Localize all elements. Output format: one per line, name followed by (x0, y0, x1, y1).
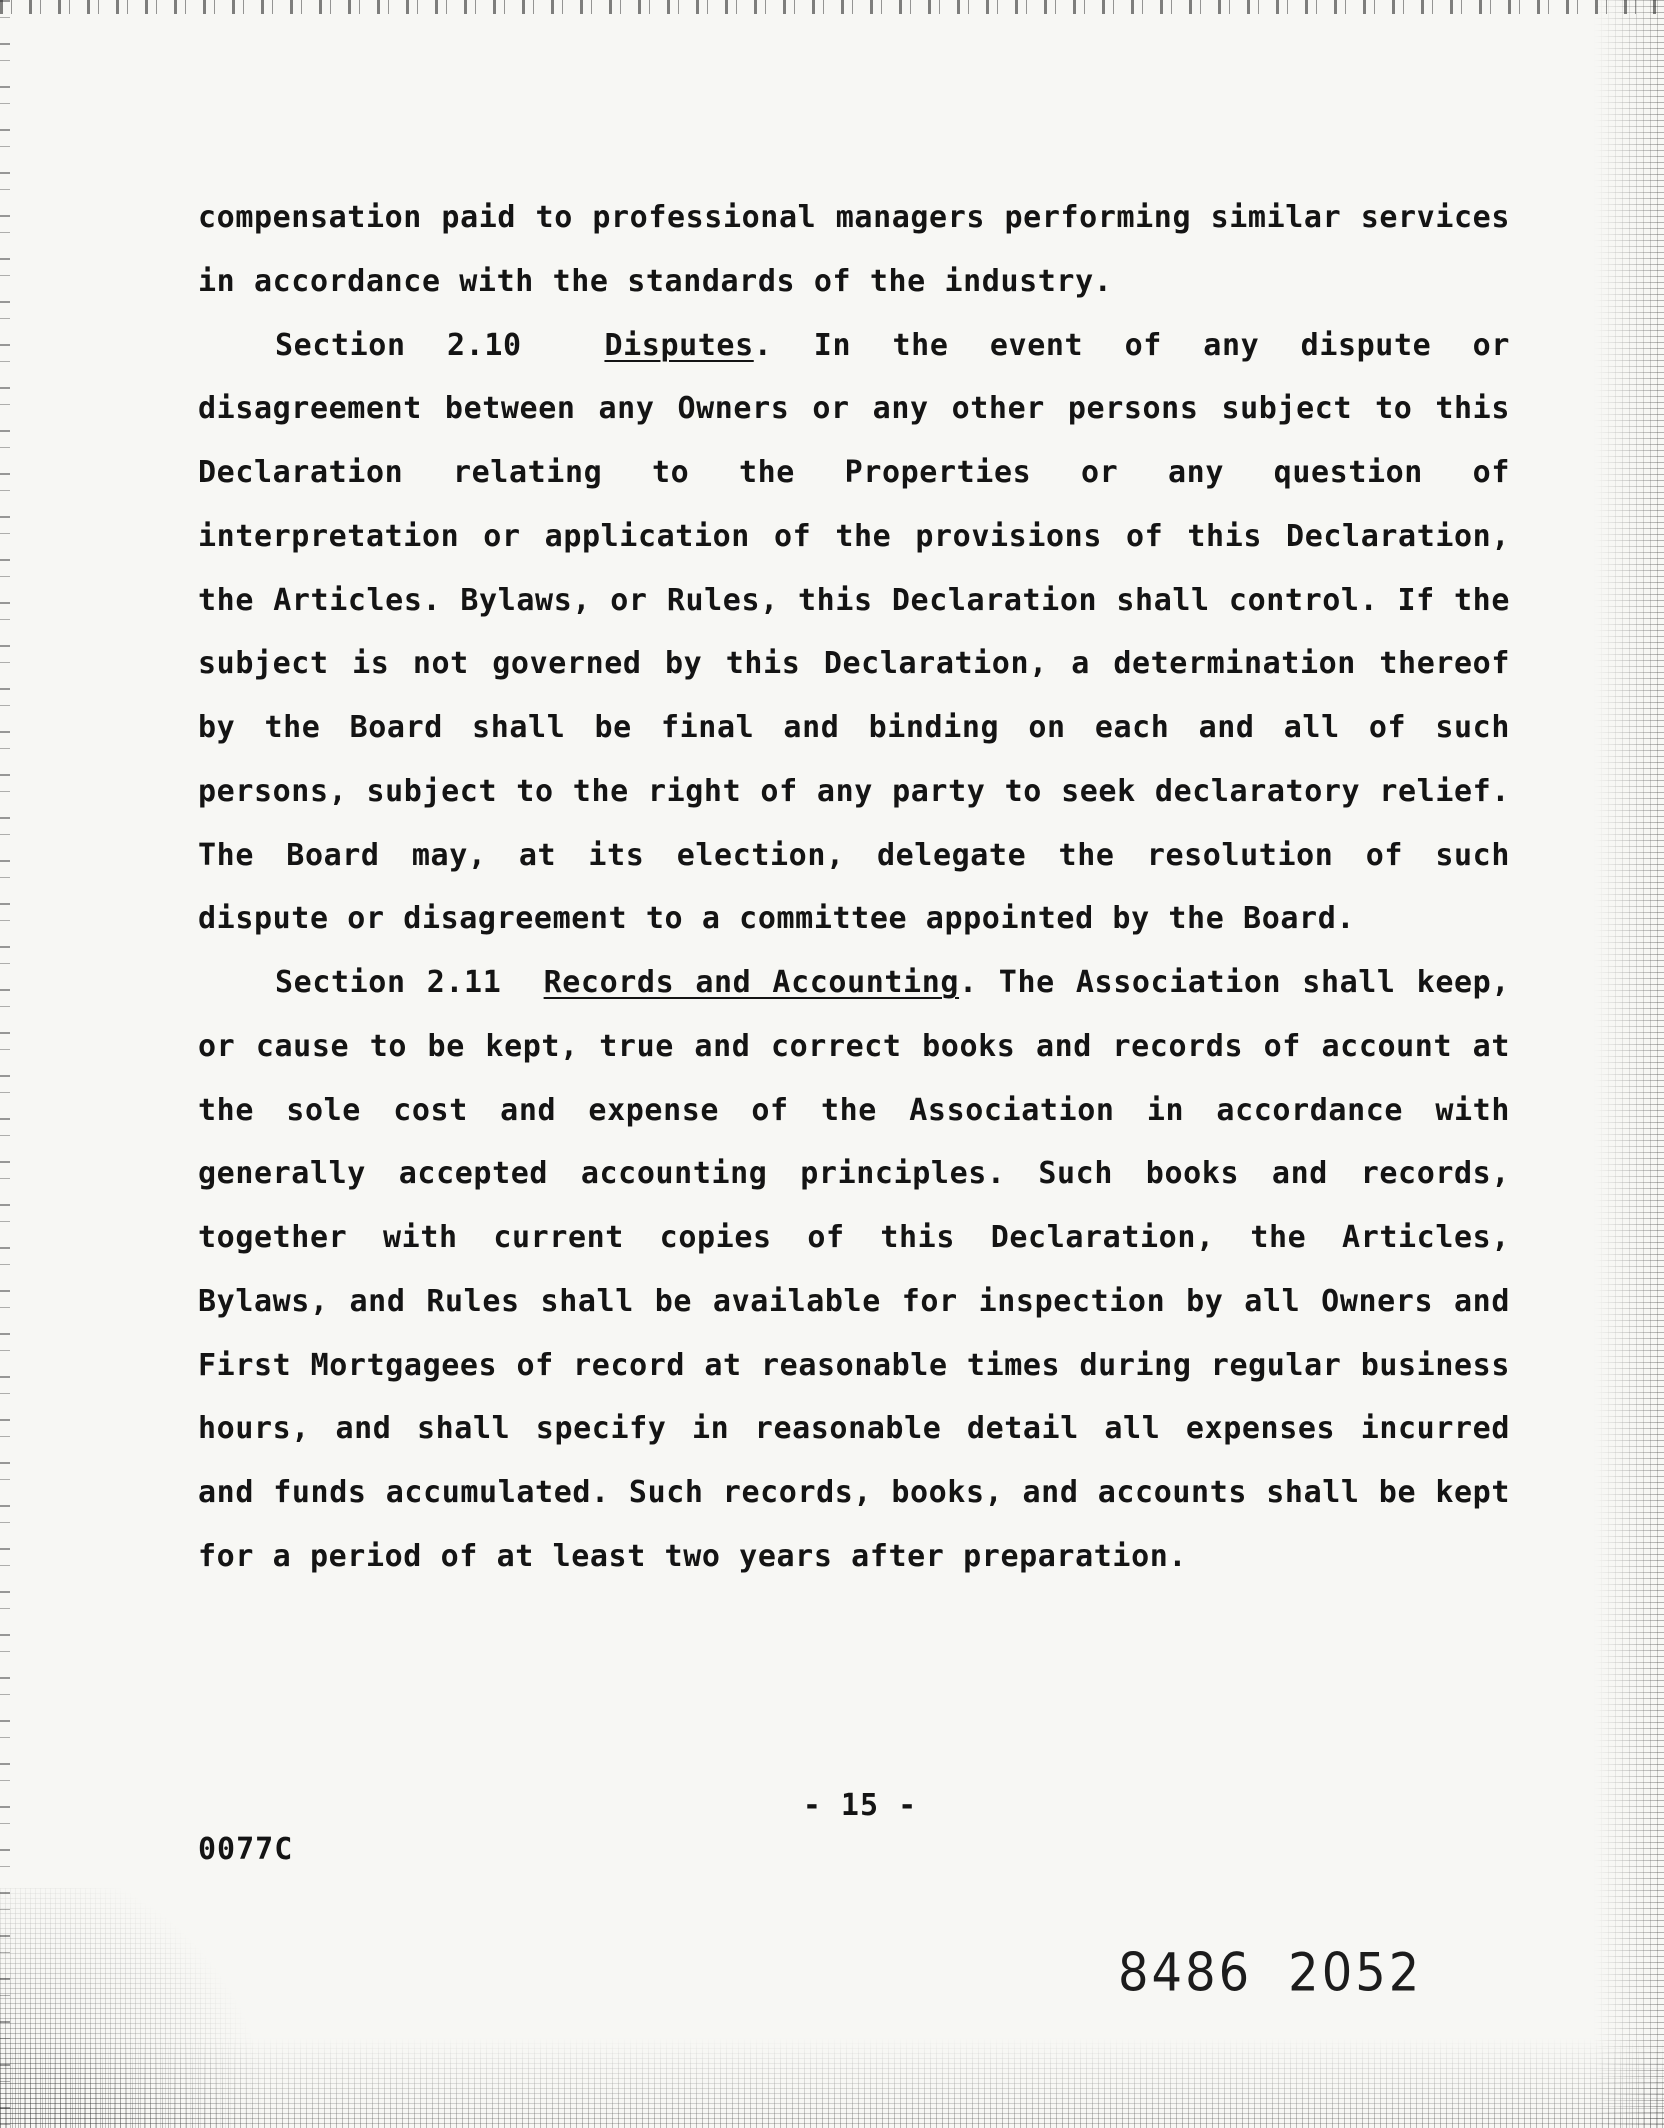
section-heading-records-and-accounting: Records and Accounting (543, 965, 960, 1000)
paragraph-section-2-11 (198, 951, 1510, 1589)
scan-noise-corner (0, 1888, 300, 2128)
page-number: - 15 - (802, 1788, 918, 1823)
stamp-book-number: 8486 (1118, 1942, 1253, 2004)
section-number: Section 2.11 (275, 965, 502, 1000)
stamp-page-number: 2052 (1288, 1942, 1423, 2004)
paragraph-text: . In the event of any dispute or disagreement between any Owners or any other persons subject to this Declaration relating to the Properties or any question of interpretation or application of the provisions of this Declaration, the Articles. Bylaws, or Rules, this Declaration shall control. If the subject is not governed by this Declaration, a determination thereof by the Board shall be final and binding on each and all of such persons, subject to the right of any party to seek declaratory relief. The Board may, at its election, delegate the resolution of such dispute or disagreement to a committee appointed by the Board. (198, 327, 1510, 937)
scan-noise-right (1594, 0, 1664, 2128)
document-code: 0077C (198, 1832, 294, 1867)
book-page-stamp (1118, 1942, 1422, 2004)
paragraph-section-2-10 (198, 314, 1510, 952)
document-body (198, 186, 1510, 1589)
scan-edge-left (0, 0, 10, 2128)
paragraph-text: . The Association shall keep, or cause to be kept, true and correct books and records of account at the sole cost and expense of the Association in accordance with generally accepted accounting principles. Such books and records, together with current copies of this Declaration, the Articles, Bylaws, and Rules shall be available for inspection by all Owners and First Mortgagees of record at reasonable times during regular business hours, and shall specify in reasonable detail all expenses incurred and funds accumulated. Such records, books, and accounts shall be kept for a period of at least two years after preparation. (198, 965, 1510, 1574)
section-number: Section 2.10 (275, 327, 522, 363)
paragraph-text: compensation paid to professional managers performing similar services in accordance with the standards of the industry. (198, 200, 1510, 299)
paragraph-continuation (198, 186, 1510, 314)
section-heading-disputes: Disputes (604, 327, 754, 363)
scan-edge-top (0, 0, 1664, 14)
